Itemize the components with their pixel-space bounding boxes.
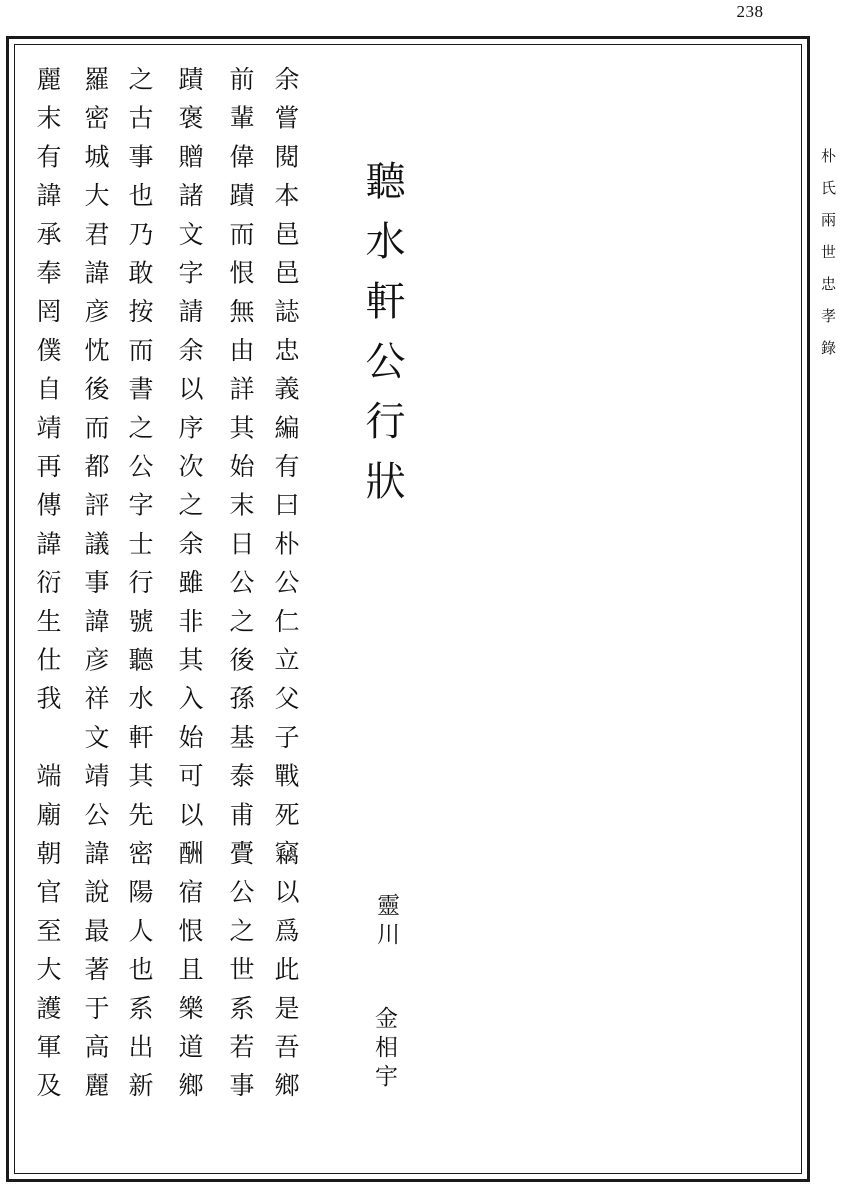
body-column-3: 蹟褒贈諸文字請余以序次之余雖非其入始可以酬宿恨且樂道鄉 — [175, 66, 204, 1111]
author-name: 金相宇 — [371, 1006, 397, 1093]
body-column-4: 之古事也乃敢按而書之公字士行號聽水軒其先密陽人也系出新 — [125, 66, 154, 1111]
running-title: 朴氏兩世忠孝錄 — [819, 148, 837, 372]
body-column-5: 羅密城大君諱彦忱後而都評議事諱彦祥文靖公諱說最著于高麗 — [81, 66, 110, 1111]
body-column-6: 麗末有諱承奉罔僕自靖再傳諱衍生仕我 端廟朝官至大護軍及 — [33, 66, 62, 1111]
page-number: 238 — [736, 2, 764, 21]
body-column-2: 前輩偉蹟而恨無由詳其始末日公之後孫基泰甫賷公之世系若事 — [226, 66, 255, 1111]
document-title: 聽水軒公行狀 — [359, 160, 405, 520]
author-place: 靈川 — [373, 893, 399, 951]
body-column-1: 余嘗閱本邑邑誌忠義編有曰朴公仁立父子戰死竊以爲此是吾鄉 — [271, 66, 300, 1111]
